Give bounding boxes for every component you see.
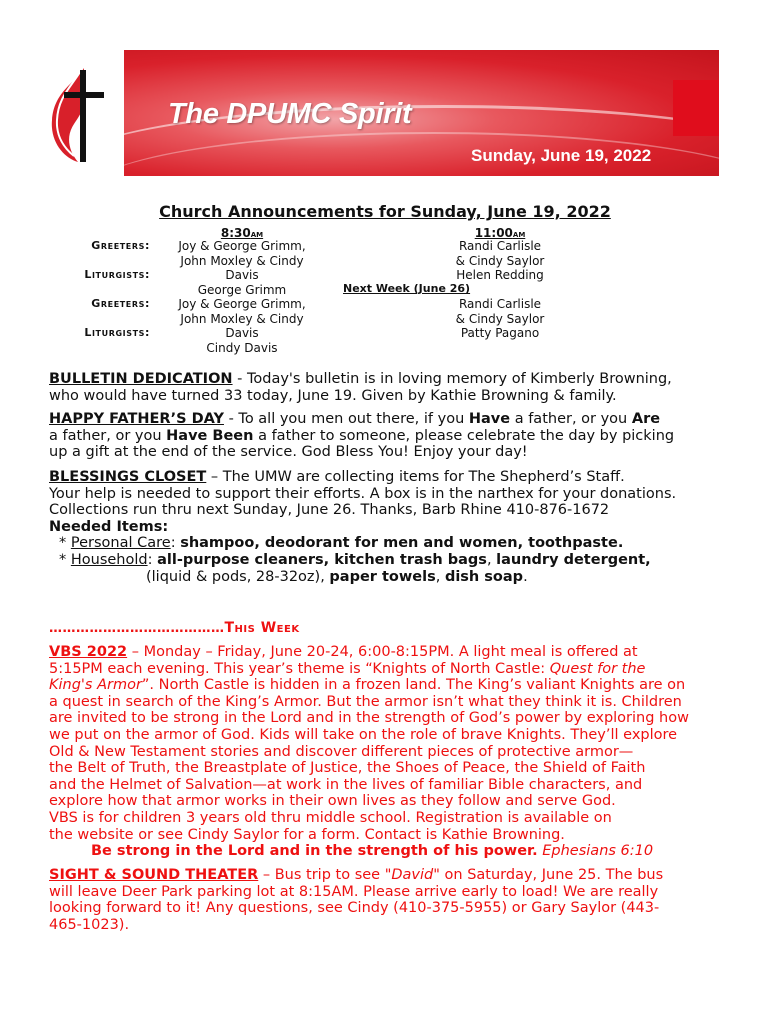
sight-sound-heading: SIGHT & SOUND THEATER xyxy=(49,867,259,883)
greeters-label: Greeters: xyxy=(91,297,150,310)
time-1100-header: 11:00am xyxy=(474,226,526,240)
banner-corner-block xyxy=(673,80,719,136)
fathers-day: HAPPY FATHER’S DAY - To all you men out there, if you Have a father, or you Are a father, or you Have Been a father to someone, please celebrate the day by picking up a gift at the end of the service. God Bless You! Enjoy your day! xyxy=(49,411,675,461)
header-banner xyxy=(124,50,719,176)
vbs-section: VBS 2022 – Monday – Friday, June 20-24, 6:00-8:15PM. A light meal is offered at 5:15PM each evening. This year’s theme is “Knights of North Castle: Quest for the King's Armor”. North Castle is hidden in a frozen land. The King’s valiant Knights are on a quest in search of the King’s Armor. But the armor isn’t what they think it is. Children are invited to be strong in the Lord and in the strength of God’s power by exploring how we put on the armor of God. Kids will take on the role of brave Knights. They’ll explore Old & New Testament stories and discover different pieces of protective armor— the Belt of Truth, the Breastplate of Justice, the Shoes of Peace, the Shield of Faith and the Helmet of Salvation—at work in the lives of familiar Bible characters, and explore how that armor works in their own lives as they follow and serve God. VBS is for children 3 years old thru middle school. Registration is available on the website or see Cindy Saylor for a form. Contact is Kathie Browning. Be strong in the Lord and in the strength of his power. Ephesians 6:10 xyxy=(49,644,689,860)
bulletin-heading: BULLETIN DEDICATION xyxy=(49,371,233,387)
banner-title: The DPUMC Spirit xyxy=(168,98,412,130)
vbs-heading: VBS 2022 xyxy=(49,644,128,660)
vbs-verse: Be strong in the Lord and in the strength of his power. xyxy=(91,843,538,860)
vbs-verse-ref: Ephesians 6:10 xyxy=(542,843,654,860)
announcements-title: Church Announcements for Sunday, June 19, 2022 xyxy=(159,202,611,221)
late-greeters: Randi Carlisle & Cindy Saylor Helen Redding xyxy=(455,239,545,282)
early-greeters: Joy & George Grimm, John Moxley & Cindy Davis George Grimm xyxy=(178,239,306,297)
blessings-heading: BLESSINGS CLOSET xyxy=(49,469,207,485)
bulletin-dedication: BULLETIN DEDICATION - Today's bulletin is in loving memory of Kimberly Browning, who would have turned 33 today, June 19. Given by Kathie Browning & family. xyxy=(49,371,672,404)
cross-flame-logo-icon xyxy=(44,62,112,166)
time-830-header: 8:30am xyxy=(220,226,264,240)
liturgists-label: Liturgists: xyxy=(84,268,150,281)
next-early-greeters: Joy & George Grimm, John Moxley & Cindy Davis Cindy Davis xyxy=(178,297,306,355)
sight-sound-section: SIGHT & SOUND THEATER – Bus trip to see "David" on Saturday, June 25. The bus will leave Deer Park parking lot at 8:15AM. Please arrive early to load! We are really looking forward to it! Any questions, see Cindy (410-375-5955) or Gary Saylor (443- 465-1023). xyxy=(49,867,664,933)
liturgists-label: Liturgists: xyxy=(84,326,150,339)
next-late-greeters: Randi Carlisle & Cindy Saylor Patty Pagano xyxy=(455,297,545,340)
banner-date: Sunday, June 19, 2022 xyxy=(471,146,652,165)
fathers-day-heading: HAPPY FATHER’S DAY xyxy=(49,411,224,427)
this-week-label: …………………………………This Week xyxy=(49,620,300,636)
greeters-label: Greeters: xyxy=(91,239,150,252)
next-week-label: Next Week (June 26) xyxy=(343,282,471,295)
blessings-closet: BLESSINGS CLOSET – The UMW are collecting items for The Shepherd’s Staff. Your help is needed to support their efforts. A box is in the narthex for your donations. Collections run thru next Sunday, June 26. Thanks, Barb Rhine 410-876-1672 Needed Items: * Personal Care: shampoo, deodorant for men and women, toothpaste. * Household: all-purpose cleaners, kitchen trash bags, laundry detergent, (liquid & pods, 28-32oz), paper towels, dish soap. xyxy=(49,469,677,585)
